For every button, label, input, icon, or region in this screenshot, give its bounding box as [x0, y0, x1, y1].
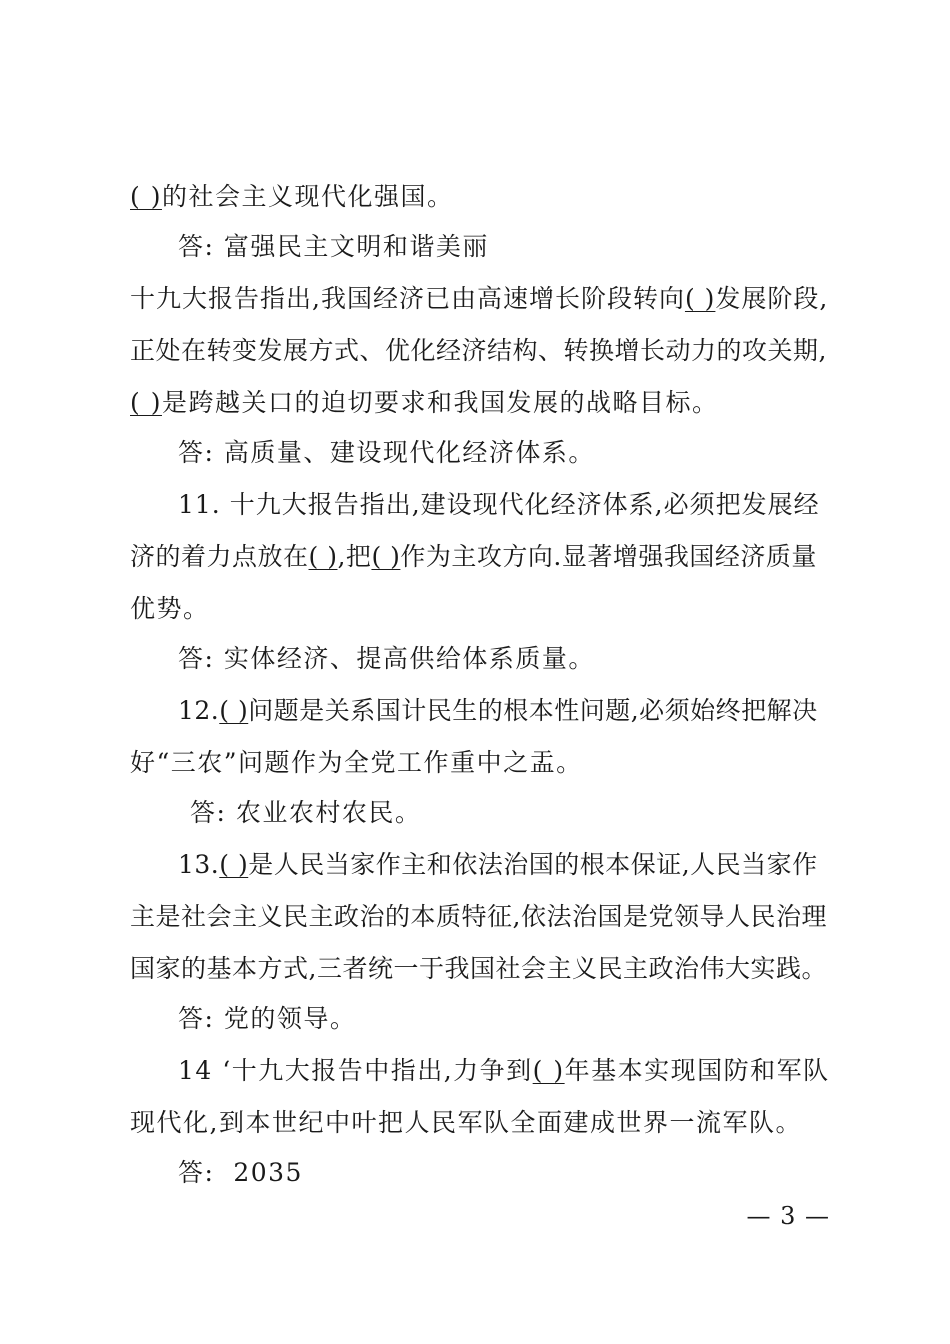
answer-blank: ( )	[219, 696, 249, 725]
question-line-2a: 十九大报告指出,我国经济已由高速增长阶段转向( )发展阶段,	[130, 284, 829, 313]
answer-line-14: 答: 2035	[178, 1158, 303, 1187]
answer-blank: ( )	[130, 182, 162, 211]
answer-line-11: 答: 实体经济、提高供给体系质量。	[178, 644, 595, 673]
answer-line-12: 答: 农业农村农民。	[190, 798, 422, 827]
page-number: — 3 —	[746, 1202, 830, 1230]
answer-line-2: 答: 高质量、建设现代化经济体系。	[178, 438, 595, 467]
question-14-line-a: 14 ‘十九大报告中指出,力争到( )年基本实现国防和军队	[178, 1056, 830, 1085]
question-12-line-b: 好“三农”问题作为全党工作重中之盂。	[130, 748, 583, 777]
answer-line-1: 答: 富强民主文明和谐美丽	[178, 232, 489, 261]
question-14-line-b: 现代化,到本世纪中叶把人民军队全面建成世界一流军队。	[130, 1108, 802, 1137]
question-11-line-c: 优势。	[130, 594, 210, 623]
question-11-line-b: 济的着力点放在( ),把( )作为主攻方向.显著增强我国经济质量	[130, 542, 817, 571]
question-line-2c: ( )是跨越关口的迫切要求和我国发展的战略目标。	[130, 388, 719, 417]
question-13-line-b: 主是社会主义民主政治的本质特征,依法治国是党领导人民治理	[130, 902, 827, 931]
question-13-line-c: 国家的基本方式,三者统一于我国社会主义民主政治伟大实践。	[130, 954, 827, 983]
answer-blank: ( )	[219, 850, 249, 879]
answer-blank: ( )	[130, 388, 162, 417]
question-13-line-a: 13.( )是人民当家作主和依法治国的根本保证,人民当家作	[178, 850, 818, 879]
answer-blank: ( )	[532, 1056, 565, 1085]
text-line-1: ( )的社会主义现代化强国。	[130, 182, 454, 211]
answer-blank: ( )	[371, 542, 401, 571]
question-11-line-a: 11. 十九大报告指出,建设现代化经济体系,必须把发展经	[178, 490, 820, 519]
question-12-line-a: 12.( )问题是关系国计民生的根本性问题,必须始终把解决	[178, 696, 818, 725]
answer-blank: ( )	[684, 284, 716, 313]
answer-blank: ( )	[308, 542, 338, 571]
question-line-2b: 正处在转变发展方式、优化经济结构、转换增长动力的攻关期,	[130, 336, 827, 365]
answer-line-13: 答: 党的领导。	[178, 1004, 357, 1033]
